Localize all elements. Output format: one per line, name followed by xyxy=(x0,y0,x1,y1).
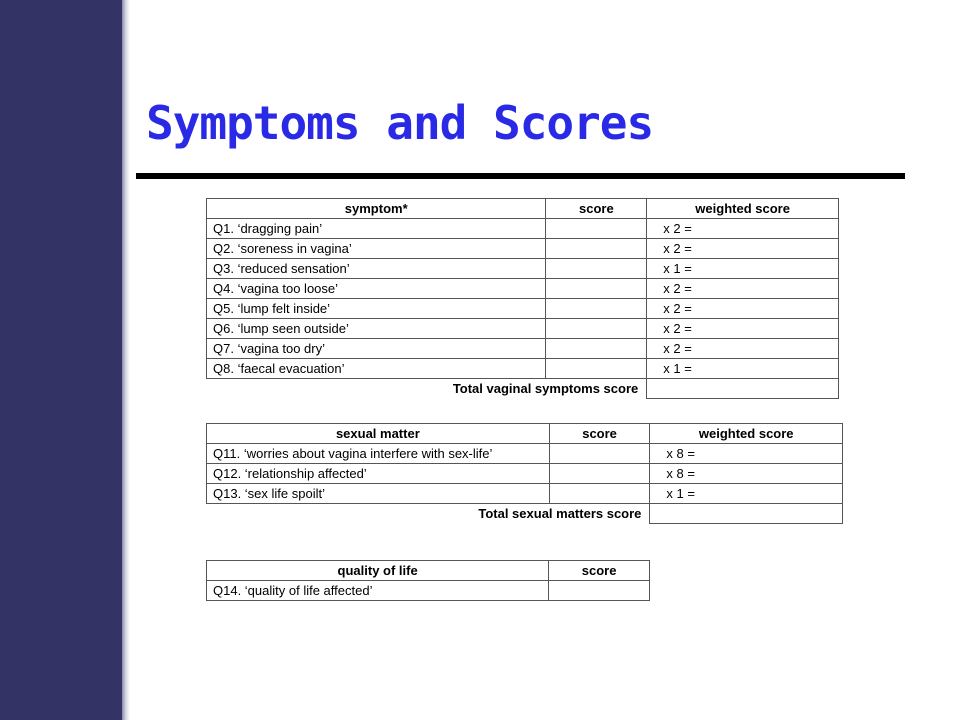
slide-sidebar xyxy=(0,0,122,720)
sexual-matter-weighted-cell[interactable]: x 8 = xyxy=(650,464,843,484)
symptom-score-cell[interactable] xyxy=(546,299,647,319)
symptom-row xyxy=(207,219,839,239)
sexual-total-value[interactable] xyxy=(650,504,843,524)
symptoms-header-score: score xyxy=(546,199,647,219)
symptom-row xyxy=(207,339,839,359)
symptom-question-cell: Q6. ‘lump seen outside’ xyxy=(207,319,546,339)
symptom-score-cell[interactable] xyxy=(546,259,647,279)
qol-table-body xyxy=(207,581,650,601)
symptom-weighted-cell[interactable]: x 2 = xyxy=(647,299,839,319)
symptom-row xyxy=(207,279,839,299)
sexual-matter-score-cell[interactable] xyxy=(549,464,650,484)
sexual-matter-weighted-cell[interactable]: x 8 = xyxy=(650,444,843,464)
symptom-question-cell: Q7. ‘vagina too dry’ xyxy=(207,339,546,359)
symptoms-header-row xyxy=(207,199,839,219)
title-underline xyxy=(136,173,905,179)
qol-score-cell[interactable] xyxy=(549,581,650,601)
symptoms-total-value[interactable] xyxy=(647,379,839,399)
symptom-weighted-cell[interactable]: x 2 = xyxy=(647,219,839,239)
sexual-matter-question-cell: Q12. ‘relationship affected’ xyxy=(207,464,550,484)
symptom-question-cell: Q8. ‘faecal evacuation’ xyxy=(207,359,546,379)
qol-header-row xyxy=(207,561,650,581)
qol-question-cell: Q14. ‘quality of life affected’ xyxy=(207,581,549,601)
symptom-score-cell[interactable] xyxy=(546,279,647,299)
symptom-score-cell[interactable] xyxy=(546,319,647,339)
sexual-matter-row xyxy=(207,444,843,464)
sexual-matter-row xyxy=(207,484,843,504)
symptom-score-cell[interactable] xyxy=(546,219,647,239)
sexual-header-matter: sexual matter xyxy=(207,424,550,444)
sexual-matter-row xyxy=(207,464,843,484)
symptom-weighted-cell[interactable]: x 2 = xyxy=(647,319,839,339)
sexual-matters-table xyxy=(206,423,843,524)
symptom-score-cell[interactable] xyxy=(546,339,647,359)
symptom-row xyxy=(207,319,839,339)
symptoms-table xyxy=(206,198,839,399)
slide-title: Symptoms and Scores xyxy=(146,96,654,150)
symptom-question-cell: Q1. ‘dragging pain’ xyxy=(207,219,546,239)
symptom-row xyxy=(207,359,839,379)
symptoms-table-body xyxy=(207,219,839,379)
sexual-matter-question-cell: Q13. ‘sex life spoilt’ xyxy=(207,484,550,504)
sexual-matter-question-cell: Q11. ‘worries about vagina interfere with sex-life’ xyxy=(207,444,550,464)
symptom-question-cell: Q3. ‘reduced sensation’ xyxy=(207,259,546,279)
sexual-header-weighted: weighted score xyxy=(650,424,843,444)
symptom-row xyxy=(207,259,839,279)
symptom-question-cell: Q2. ‘soreness in vagina’ xyxy=(207,239,546,259)
sexual-matter-weighted-cell[interactable]: x 1 = xyxy=(650,484,843,504)
symptom-weighted-cell[interactable]: x 2 = xyxy=(647,279,839,299)
symptom-weighted-cell[interactable]: x 1 = xyxy=(647,259,839,279)
sexual-matter-score-cell[interactable] xyxy=(549,444,650,464)
symptom-row xyxy=(207,239,839,259)
symptom-score-cell[interactable] xyxy=(546,359,647,379)
symptom-row xyxy=(207,299,839,319)
symptom-weighted-cell[interactable]: x 2 = xyxy=(647,239,839,259)
symptom-question-cell: Q4. ‘vagina too loose’ xyxy=(207,279,546,299)
sexual-total-row xyxy=(207,504,843,524)
symptom-weighted-cell[interactable]: x 2 = xyxy=(647,339,839,359)
symptom-score-cell[interactable] xyxy=(546,239,647,259)
symptoms-total-label: Total vaginal symptoms score xyxy=(452,381,639,397)
qol-header-quality: quality of life xyxy=(207,561,549,581)
symptoms-header-weighted: weighted score xyxy=(647,199,839,219)
sidebar-shadow xyxy=(122,0,130,720)
qol-row xyxy=(207,581,650,601)
sexual-header-row xyxy=(207,424,843,444)
symptoms-header-symptom: symptom* xyxy=(207,199,546,219)
qol-header-score: score xyxy=(549,561,650,581)
sexual-matter-score-cell[interactable] xyxy=(549,484,650,504)
sexual-header-score: score xyxy=(549,424,650,444)
symptom-weighted-cell[interactable]: x 1 = xyxy=(647,359,839,379)
symptoms-total-row xyxy=(207,379,839,399)
sexual-table-body xyxy=(207,444,843,504)
symptom-question-cell: Q5. ‘lump felt inside’ xyxy=(207,299,546,319)
quality-of-life-table xyxy=(206,560,650,601)
sexual-total-label: Total sexual matters score xyxy=(478,506,642,522)
